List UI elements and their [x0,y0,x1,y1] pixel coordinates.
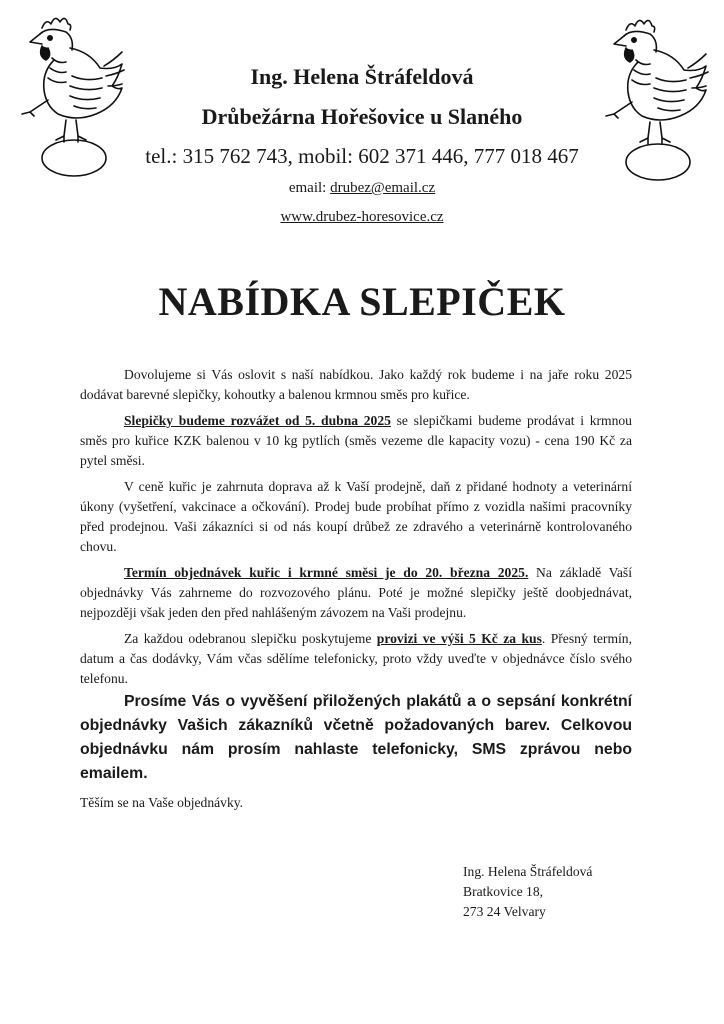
paragraph-delivery [80,411,632,471]
paragraph-request: Prosíme Vás o vyvěšení přiložených plakátů a o sepsání konkrétní objednávky Vašich zákazníků včetně požadovaných barev. Celkovou objednávku nám prosím nahlaste telefonicky, SMS zprávou nebo emailem. [80,693,632,782]
commission-text-b: . Přesný termín, datum a čas dodávky, Vám včas sdělíme telefonicky, proto vždy uveďte v objednávce číslo svého telefonu. [80,631,632,686]
email-line [0,180,724,197]
delivery-date-highlight: Slepičky budeme rozvážet od 5. dubna 2025 [124,413,391,428]
commission-highlight: provizi ve výši 5 Kč za kus [376,631,542,646]
commission-text-a: Za každou odebranou slepičku poskytujeme [124,631,377,646]
order-deadline-highlight: Termín objednávek kuřic i krmné směsi je do 20. března 2025. [124,565,529,580]
delivery-text: se slepičkami budeme prodávat i krmnou směs pro kuřice KZK balenou v 10 kg pytlích (směs vezeme dle kapacity vozu) - cena 190 Kč za pytel směsi. [80,413,632,468]
order-deadline-text: Na základě Vaší objednávky Vás zahrneme do rozvozového plánu. Poté je možné slepičky ještě doobjednávat, nejpozději však jeden den před nahlášeným závozem na Vaši prodejnu. [80,565,632,620]
paragraph-commission [80,629,632,689]
website-link[interactable]: www.drubez-horesovice.cz [280,209,444,225]
signature-city: 273 24 Velvary [463,904,546,919]
website-line [0,209,724,226]
paragraph-intro: Dovolujeme si Vás oslovit s naší nabídkou. Jako každý rok budeme i na jaře roku 2025 dodávat barevné slepičky, kohoutky a balenou krmnou směs pro kuřice. [80,367,632,402]
paragraph-price-includes: V ceně kuřic je zahrnuta doprava až k Vaší prodejně, daň z přidané hodnoty a veterinární úkony (vyšetření, vakcinace a očkování). Prodej bude probíhat přímo z vozidla našimi pracovníky před prodejnou. Vaši zákazníci si od nás koupí drůbež ze zdravého a veterinárně kontrolovaného chovu. [80,479,632,554]
phone-numbers: tel.: 315 762 743, mobil: 602 371 446, 777 018 467 [145,144,579,168]
farm-name: Drůbežárna Hořešovice u Slaného [201,104,523,129]
email-label: email: [288,180,331,196]
paragraph-order-deadline [80,563,632,623]
page-title: NABÍDKA SLEPIČEK [158,279,566,324]
email-link[interactable]: drubez@email.cz [330,180,436,196]
closing-line: Těším se na Vaše objednávky. [80,795,244,810]
signature-street: Bratkovice 18, [463,884,544,899]
sender-name: Ing. Helena Štráfeldová [250,64,474,89]
signature-name: Ing. Helena Štráfeldová [463,864,593,879]
